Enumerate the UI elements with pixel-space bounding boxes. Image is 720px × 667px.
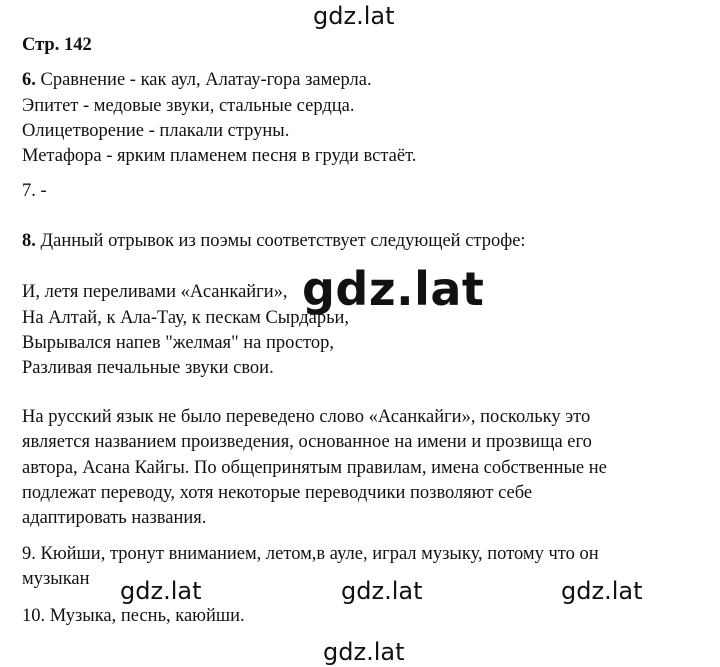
watermark-top: gdz.lat xyxy=(313,2,395,30)
q9-line-2: музыкан xyxy=(22,569,90,589)
watermark-bottom-middle: gdz.lat xyxy=(341,577,423,605)
q8-stanza-line-3: Вырывался напев "желмая" на простор, xyxy=(22,333,335,353)
q9-line-1: 9. Кюйши, тронут вниманием, летом,в ауле, играл музыку, потому что он xyxy=(22,544,599,564)
q8-paragraph-line-2: является названием произведения, основанное на имени и прозвища его xyxy=(22,432,592,452)
q8-intro-text: Данный отрывок из поэмы соответствует следующей строфе: xyxy=(35,231,526,251)
q8-paragraph-line-1: На русский язык не было переведено слово «Асанкайги», поскольку это xyxy=(22,407,591,427)
page-reference-text: Стр. 142 xyxy=(22,35,92,55)
q8-paragraph-line-4: подлежат переводу, хотя некоторые переводчики позволяют себе xyxy=(22,483,533,503)
q7-answer: 7. - xyxy=(22,181,47,201)
q6-line-4: Метафора - ярким пламенем песня в груди встаёт. xyxy=(22,146,417,166)
watermark-bottom-left: gdz.lat xyxy=(120,577,202,605)
q8-paragraph-line-5: адаптировать названия. xyxy=(22,508,207,528)
q8-number: 8. xyxy=(22,231,36,251)
q8-stanza-line-4: Разливая печальные звуки свои. xyxy=(22,358,274,378)
q6-number: 6. xyxy=(22,70,36,90)
q8-paragraph-line-3: автора, Асана Кайгы. По общепринятым правилам, имена собственные не xyxy=(22,458,607,478)
watermark-bottom: gdz.lat xyxy=(323,638,405,666)
page-reference xyxy=(22,36,92,55)
q6-line-3: Олицетворение - плакали струны. xyxy=(22,121,290,141)
watermark-center: gdz.lat xyxy=(302,262,485,316)
q6-line-2: Эпитет - медовые звуки, стальные сердца. xyxy=(22,96,355,116)
q6-line-1 xyxy=(22,71,372,90)
watermark-bottom-right: gdz.lat xyxy=(561,577,643,605)
q8-stanza-line-1: И, летя переливами «Асанкайги», xyxy=(22,282,288,302)
q8-stanza-line-2: На Алтай, к Ала-Тау, к пескам Сырдарьи, xyxy=(22,308,350,328)
q6-line-1-text: Сравнение - как аул, Алатау-гора замерла. xyxy=(35,70,372,90)
q8-intro xyxy=(22,232,526,251)
q10-answer: 10. Музыка, песнь, каюйши. xyxy=(22,606,245,626)
